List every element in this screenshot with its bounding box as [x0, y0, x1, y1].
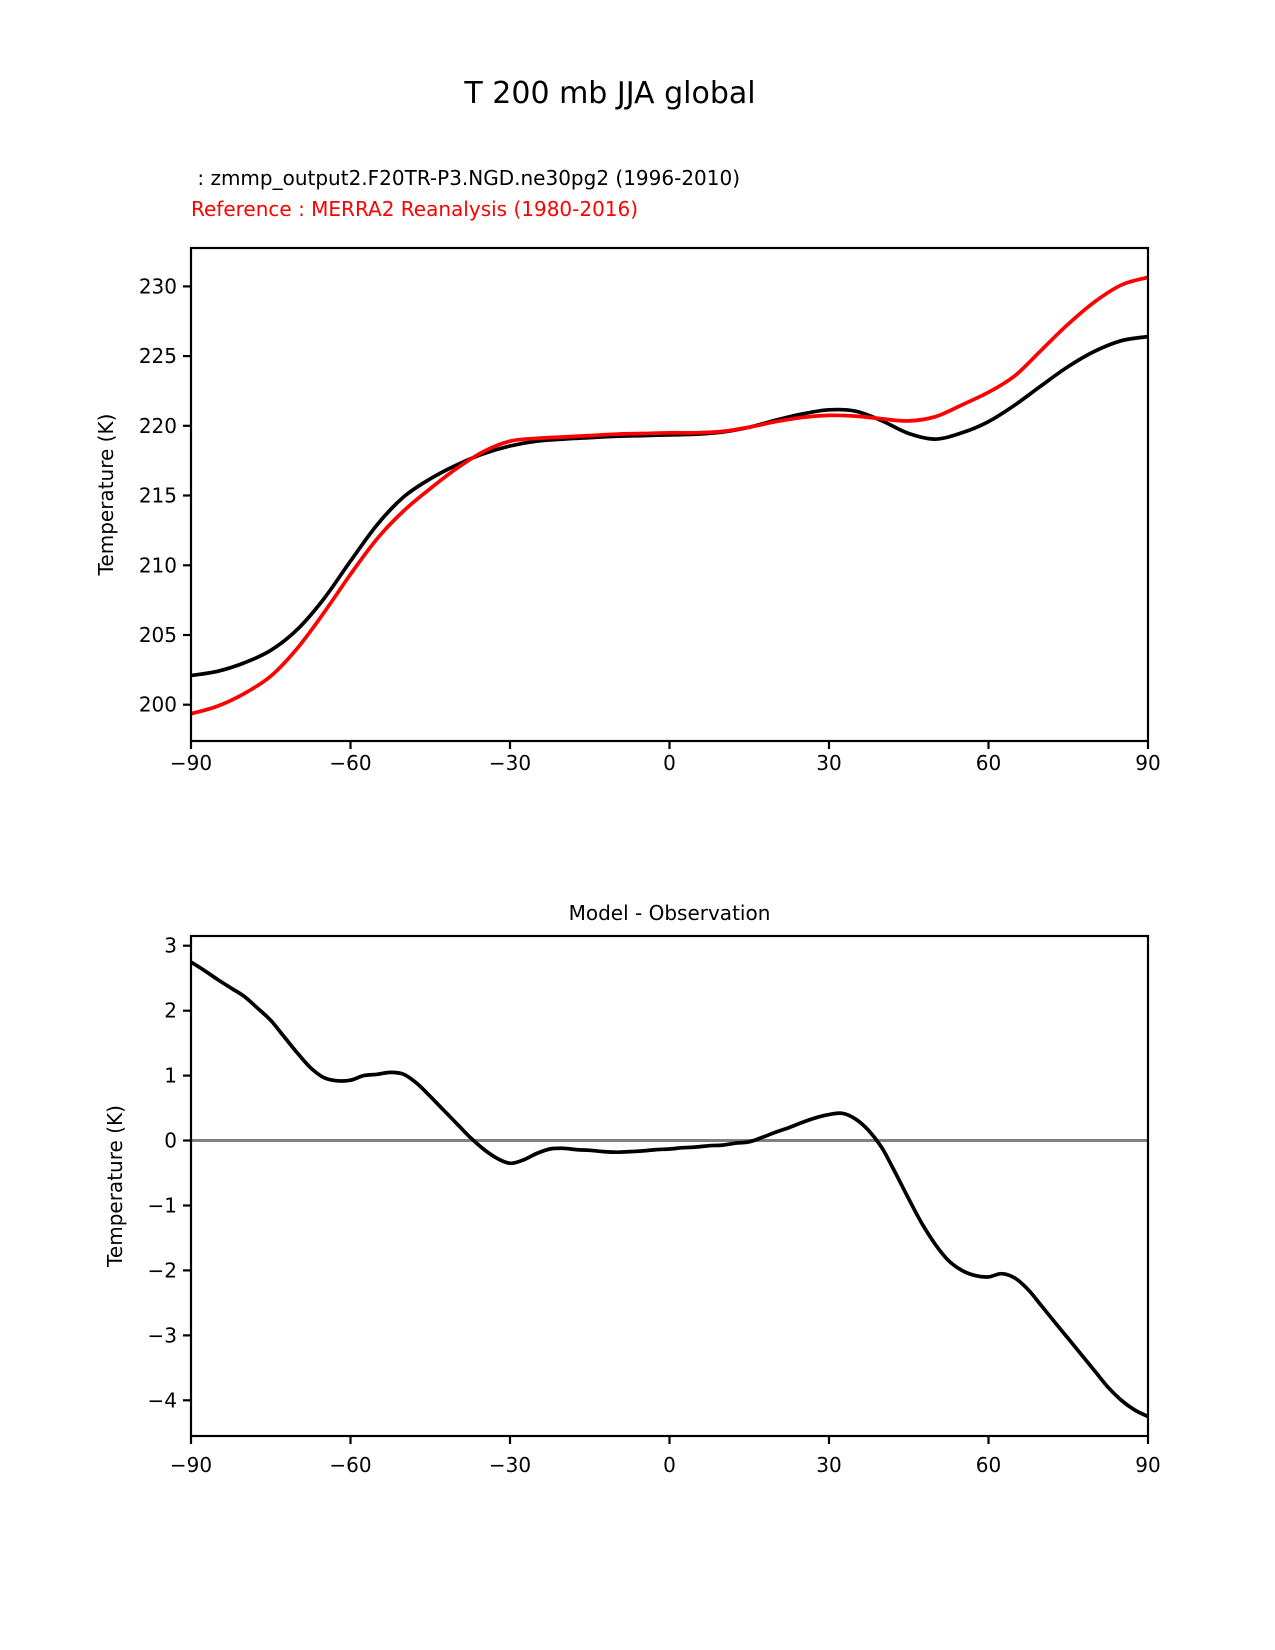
y-tick-label: −4: [147, 1388, 177, 1413]
temperature-chart: [94, 248, 1161, 775]
x-tick-label: −90: [169, 751, 213, 775]
y-tick-label: 215: [138, 483, 177, 508]
x-tick-label: 30: [816, 1453, 842, 1477]
difference-chart: [103, 901, 1161, 1477]
x-tick-label: 90: [1135, 1453, 1161, 1477]
reference-subtitle: Reference : MERRA2 Reanalysis (1980-2016): [191, 197, 639, 221]
x-tick-label: −60: [329, 751, 372, 775]
y-tick-label: 225: [138, 344, 177, 369]
y-tick-label: 0: [164, 1128, 177, 1153]
plot-border: [191, 248, 1148, 741]
y-tick-label: 1: [164, 1063, 177, 1088]
plot-border: [191, 936, 1148, 1436]
y-tick-label: 220: [138, 413, 177, 438]
x-tick-label: 0: [663, 1453, 676, 1477]
x-tick-label: −30: [488, 1453, 532, 1477]
y-axis-label: Temperature (K): [94, 413, 118, 576]
y-axis-label: Temperature (K): [103, 1105, 127, 1267]
y-tick-label: 205: [138, 623, 177, 647]
x-tick-label: −30: [488, 751, 532, 775]
y-tick-label: 200: [138, 692, 177, 717]
y-tick-label: −2: [147, 1258, 177, 1283]
x-tick-label: 0: [663, 751, 676, 775]
difference-curve: [191, 962, 1148, 1417]
x-tick-label: −90: [169, 1453, 213, 1477]
y-tick-label: 210: [138, 553, 177, 578]
x-tick-label: 90: [1135, 751, 1161, 775]
x-tick-label: 60: [975, 751, 1002, 775]
chart-title: Model - Observation: [568, 901, 771, 925]
y-tick-label: 3: [164, 933, 177, 958]
y-tick-label: 230: [138, 274, 177, 299]
reference-curve: [191, 277, 1148, 714]
y-tick-label: −1: [147, 1193, 177, 1218]
y-tick-label: −3: [147, 1323, 177, 1348]
y-tick-label: 2: [164, 998, 177, 1023]
model-curve: [191, 337, 1148, 676]
model-subtitle: : zmmp_output2.F20TR-P3.NGD.ne30pg2 (1996-2010): [191, 166, 741, 190]
x-tick-label: 60: [975, 1453, 1002, 1477]
x-tick-label: 30: [816, 751, 842, 775]
figure-title: T 200 mb JJA global: [464, 76, 756, 111]
x-tick-label: −60: [329, 1453, 372, 1477]
